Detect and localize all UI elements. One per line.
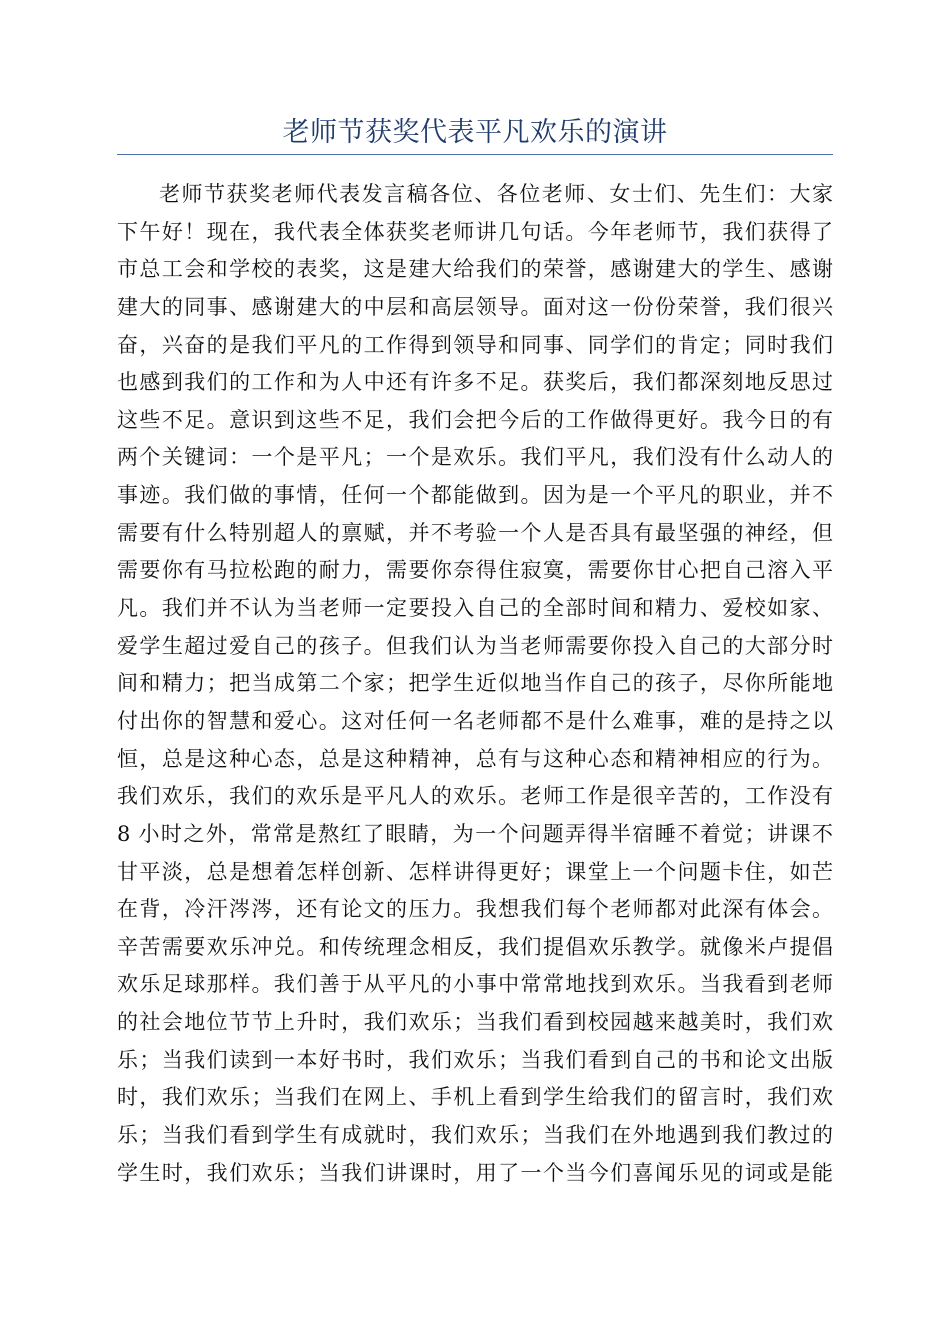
paragraph-line: 恒，总是这种心态，总是这种精神，总有与这种心态和精神相应的行为。: [117, 746, 833, 771]
paragraph-line: 两个关键词：一个是平凡；一个是欢乐。我们平凡，我们没有什么动人的: [117, 445, 833, 470]
paragraph-line: 8 小时之外，常常是熬红了眼睛，为一个问题弄得半宿睡不着觉；讲课不: [117, 821, 833, 846]
paragraph-line: 也感到我们的工作和为人中还有许多不足。获奖后，我们都深刻地反思过: [117, 370, 833, 395]
paragraph-line: 乐；当我们读到一本好书时，我们欢乐；当我们看到自己的书和论文出版: [117, 1047, 833, 1072]
paragraph-line: 这些不足。意识到这些不足，我们会把今后的工作做得更好。我今日的有: [117, 407, 833, 432]
paragraph-line: 凡。我们并不认为当老师一定要投入自己的全部时间和精力、爱校如家、: [117, 596, 833, 621]
title-underline: [117, 154, 833, 155]
paragraph-line: 乐；当我们看到学生有成就时，我们欢乐；当我们在外地遇到我们教过的: [117, 1123, 833, 1148]
speech-body: [117, 176, 833, 1192]
paragraph-line: 在背，冷汗涔涔，还有论文的压力。我想我们每个老师都对此深有体会。: [117, 897, 833, 922]
paragraph-line: 欢乐足球那样。我们善于从平凡的小事中常常地找到欢乐。当我看到老师: [117, 972, 833, 997]
paragraph-line: 甘平淡，总是想着怎样创新、怎样讲得更好；课堂上一个问题卡住，如芒: [117, 859, 833, 884]
paragraph-line: 老师节获奖老师代表发言稿各位、各位老师、女士们、先生们：大家: [159, 182, 833, 206]
paragraph-line: 下午好！现在，我代表全体获奖老师讲几句话。今年老师节，我们获得了: [117, 219, 833, 244]
paragraph-line: 的社会地位节节上升时，我们欢乐；当我们看到校园越来越美时，我们欢: [117, 1010, 833, 1035]
paragraph-line: 奋，兴奋的是我们平凡的工作得到领导和同事、同学们的肯定；同时我们: [117, 332, 833, 357]
paragraph-line: 学生时，我们欢乐；当我们讲课时，用了一个当今们喜闻乐见的词或是能: [117, 1160, 833, 1185]
document-title: 老师节获奖代表平凡欢乐的演讲: [282, 117, 668, 148]
paragraph-line: 我们欢乐，我们的欢乐是平凡人的欢乐。老师工作是很辛苦的，工作没有: [117, 784, 833, 809]
paragraph-line: 需要你有马拉松跑的耐力，需要你奈得住寂寞，需要你甘心把自己溶入平: [117, 558, 833, 583]
paragraph-line: 辛苦需要欢乐冲兑。和传统理念相反，我们提倡欢乐教学。就像米卢提倡: [117, 934, 833, 959]
paragraph-line: 爱学生超过爱自己的孩子。但我们认为当老师需要你投入自己的大部分时: [117, 633, 833, 658]
paragraph-line: 市总工会和学校的表奖，这是建大给我们的荣誉，感谢建大的学生、感谢: [117, 257, 833, 282]
paragraph-line: 间和精力；把当成第二个家；把学生近似地当作自己的孩子，尽你所能地: [117, 671, 833, 696]
paragraph-line: 需要有什么特别超人的禀赋，并不考验一个人是否具有最坚强的神经，但: [117, 520, 833, 545]
paragraph-line: 付出你的智慧和爱心。这对任何一名老师都不是什么难事，难的是持之以: [117, 708, 833, 733]
paragraph-line: 事迹。我们做的事情，任何一个都能做到。因为是一个平凡的职业，并不: [117, 483, 833, 508]
paragraph-line: 时，我们欢乐；当我们在网上、手机上看到学生给我们的留言时，我们欢: [117, 1085, 833, 1110]
paragraph-line: 建大的同事、感谢建大的中层和高层领导。面对这一份份荣誉，我们很兴: [117, 294, 833, 319]
